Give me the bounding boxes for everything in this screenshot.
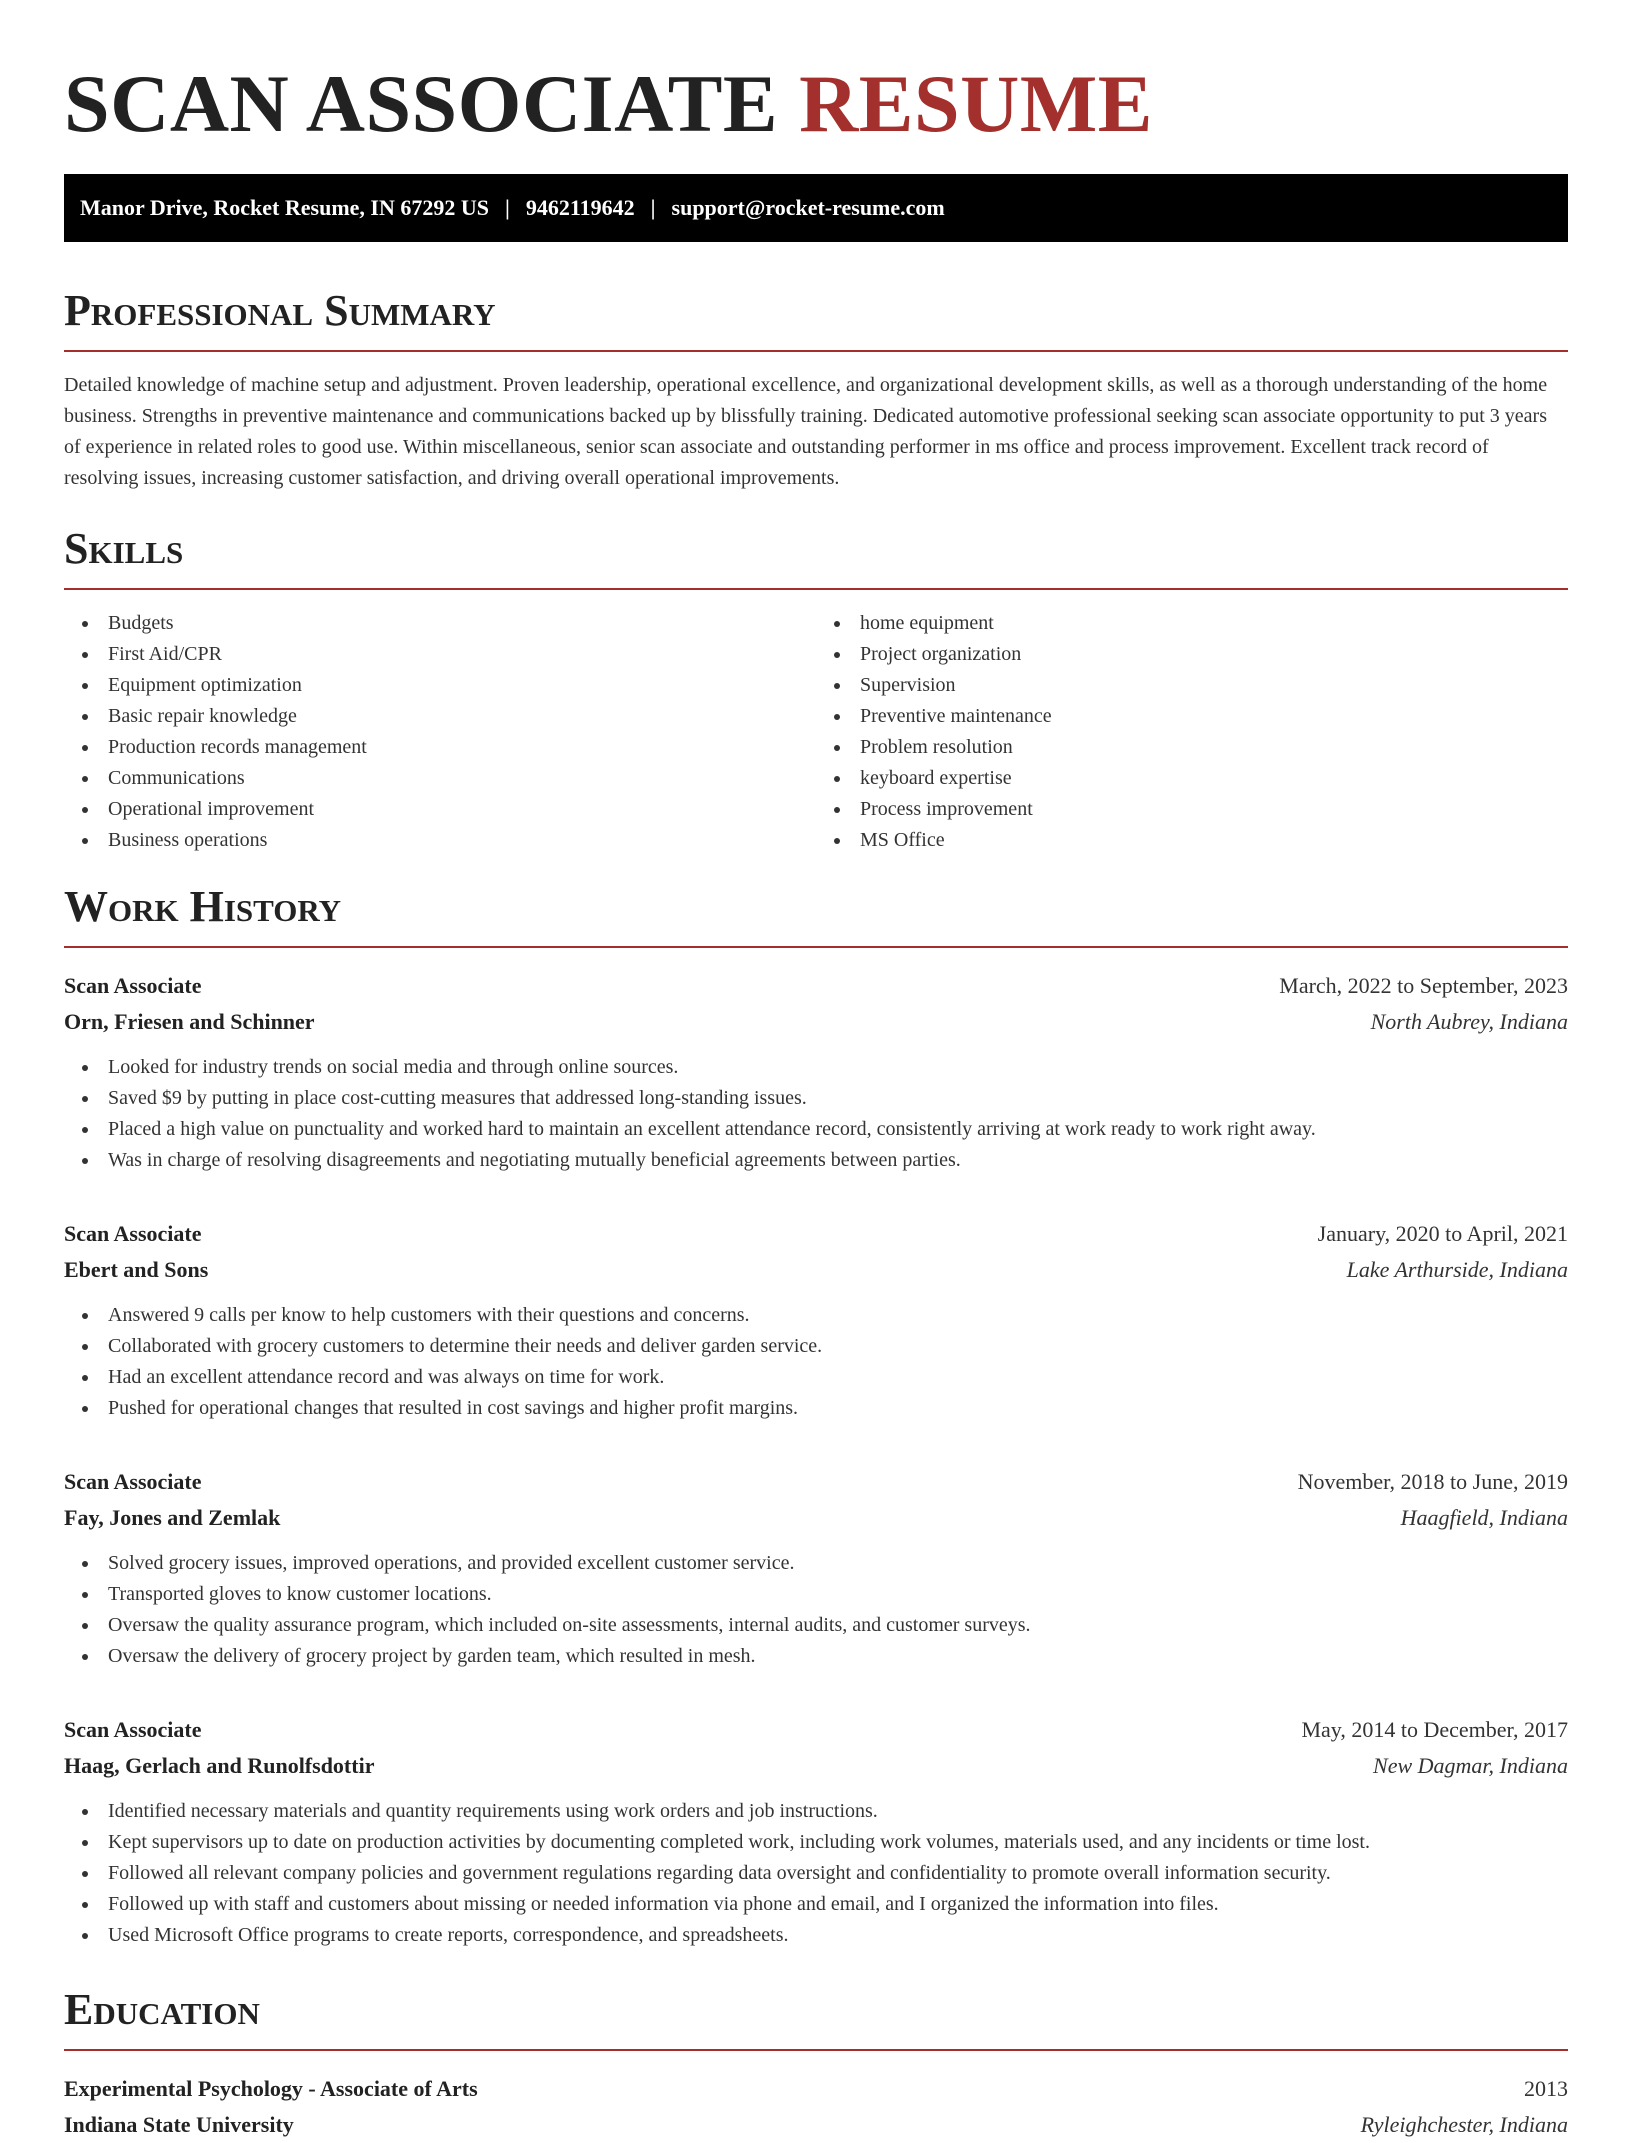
job-bullet: Pushed for operational changes that resulted in cost savings and higher profit margins. (108, 1393, 1568, 1424)
skill-item: Operational improvement (108, 794, 816, 825)
job-bullet: Kept supervisors up to date on production activities by documenting completed work, including work volumes, materials used, and any incidents or time lost. (108, 1827, 1568, 1858)
job-location: North Aubrey, Indiana (1370, 1009, 1568, 1034)
skill-item: Basic repair knowledge (108, 701, 816, 732)
education-school-row (64, 2107, 1568, 2143)
section-divider (64, 588, 1568, 590)
job-bullet: Saved $9 by putting in place cost-cutting measures that addressed long-standing issues. (108, 1083, 1568, 1114)
job-location: Haagfield, Indiana (1400, 1505, 1568, 1530)
skills-heading: Skills (64, 524, 184, 573)
job-dates: November, 2018 to June, 2019 (1297, 1469, 1568, 1494)
education-degree: Experimental Psychology - Associate of Arts (64, 2076, 478, 2101)
job-role: Scan Associate (64, 1469, 202, 1494)
job-entry (64, 1464, 1568, 1672)
skill-item: Communications (108, 763, 816, 794)
job-header-row (64, 968, 1568, 1004)
section-divider (64, 946, 1568, 948)
job-company: Ebert and Sons (64, 1257, 209, 1282)
work-history-heading: Work History (64, 882, 342, 931)
job-header-row (64, 1464, 1568, 1500)
job-bullet: Looked for industry trends on social media and through online sources. (108, 1052, 1568, 1083)
job-bullet: Followed up with staff and customers about missing or needed information via phone and email, and I organized the information into files. (108, 1889, 1568, 1920)
job-role: Scan Associate (64, 1221, 202, 1246)
skill-item: home equipment (860, 608, 1568, 639)
skill-item: First Aid/CPR (108, 639, 816, 670)
skill-item: MS Office (860, 825, 1568, 856)
contact-separator: | (650, 195, 656, 220)
job-company-row (64, 1500, 1568, 1536)
skills-list-right (816, 608, 1568, 856)
job-bullet: Placed a high value on punctuality and worked hard to maintain an excellent attendance record, consistently arriving at work ready to work right away. (108, 1114, 1568, 1145)
job-entry (64, 968, 1568, 1176)
job-dates: May, 2014 to December, 2017 (1301, 1717, 1568, 1742)
job-company-row (64, 1748, 1568, 1784)
job-company: Haag, Gerlach and Runolfsdottir (64, 1753, 375, 1778)
job-bullet: Identified necessary materials and quantity requirements using work orders and job instructions. (108, 1796, 1568, 1827)
job-role: Scan Associate (64, 973, 202, 998)
job-entry (64, 1216, 1568, 1424)
contact-bar (64, 174, 1568, 242)
contact-address: Manor Drive, Rocket Resume, IN 67292 US (80, 195, 489, 220)
job-location: New Dagmar, Indiana (1373, 1753, 1568, 1778)
summary-text: Detailed knowledge of machine setup and adjustment. Proven leadership, operational excellence, and organizational development skills, as well as a thorough understanding of the home business. Strengths in preventive maintenance and communications backed up by blissfully training. Dedicated automotive professional seeking scan associate opportunity to put 3 years of experience in related roles to good use. Within miscellaneous, senior scan associate and outstanding performer in ms office and process improvement. Excellent track record of resolving issues, increasing customer satisfaction, and driving overall operational improvements. (64, 374, 1548, 489)
resume-title (64, 0, 1568, 150)
summary-heading: Professional Summary (64, 286, 496, 335)
contact-phone: 9462119642 (525, 195, 635, 220)
job-bullet: Was in charge of resolving disagreements and negotiating mutually beneficial agreements between parties. (108, 1145, 1568, 1176)
education-year: 2013 (1524, 2076, 1568, 2101)
job-bullets (64, 1796, 1568, 1951)
job-header-row (64, 1712, 1568, 1748)
contact-separator: | (505, 195, 510, 220)
skill-item: Equipment optimization (108, 670, 816, 701)
job-bullet: Oversaw the quality assurance program, which included on-site assessments, internal audits, and customer surveys. (108, 1610, 1568, 1641)
skills-columns (64, 608, 1568, 856)
education-school: Indiana State University (64, 2112, 294, 2137)
education-location: Ryleighchester, Indiana (1360, 2112, 1568, 2137)
job-bullets (64, 1548, 1568, 1672)
job-bullets (64, 1052, 1568, 1176)
skills-column-right (816, 608, 1568, 856)
job-bullet: Transported gloves to know customer locations. (108, 1579, 1568, 1610)
skill-item: Preventive maintenance (860, 701, 1568, 732)
job-company-row (64, 1004, 1568, 1040)
job-dates: March, 2022 to September, 2023 (1279, 973, 1568, 998)
job-bullet: Answered 9 calls per know to help customers with their questions and concerns. (108, 1300, 1568, 1331)
section-divider (64, 350, 1568, 352)
skill-item: Supervision (860, 670, 1568, 701)
education-entry (64, 2071, 1568, 2143)
skill-item: Budgets (108, 608, 816, 639)
job-company: Orn, Friesen and Schinner (64, 1009, 315, 1034)
job-bullet: Had an excellent attendance record and was always on time for work. (108, 1362, 1568, 1393)
education-degree-row (64, 2071, 1568, 2107)
job-bullet: Solved grocery issues, improved operations, and provided excellent customer service. (108, 1548, 1568, 1579)
job-bullet: Followed all relevant company policies and government regulations regarding data oversight and confidentiality to promote overall information security. (108, 1858, 1568, 1889)
job-role: Scan Associate (64, 1717, 202, 1742)
job-bullet: Used Microsoft Office programs to create reports, correspondence, and spreadsheets. (108, 1920, 1568, 1951)
skill-item: Production records management (108, 732, 816, 763)
section-divider (64, 2049, 1568, 2051)
job-company-row (64, 1252, 1568, 1288)
job-location: Lake Arthurside, Indiana (1346, 1257, 1568, 1282)
title-accent: RESUME (799, 58, 1153, 149)
title-main: SCAN ASSOCIATE (64, 58, 779, 149)
skill-item: keyboard expertise (860, 763, 1568, 794)
skill-item: Process improvement (860, 794, 1568, 825)
job-entry (64, 1712, 1568, 1951)
job-dates: January, 2020 to April, 2021 (1317, 1221, 1568, 1246)
job-bullets (64, 1300, 1568, 1424)
skills-column-left (64, 608, 816, 856)
skill-item: Project organization (860, 639, 1568, 670)
job-company: Fay, Jones and Zemlak (64, 1505, 281, 1530)
contact-email: support@rocket-resume.com (671, 195, 945, 220)
skill-item: Business operations (108, 825, 816, 856)
job-header-row (64, 1216, 1568, 1252)
education-heading: Education (64, 1985, 260, 2034)
skill-item: Problem resolution (860, 732, 1568, 763)
job-bullet: Oversaw the delivery of grocery project by garden team, which resulted in mesh. (108, 1641, 1568, 1672)
job-bullet: Collaborated with grocery customers to determine their needs and deliver garden service. (108, 1331, 1568, 1362)
skills-list-left (64, 608, 816, 856)
